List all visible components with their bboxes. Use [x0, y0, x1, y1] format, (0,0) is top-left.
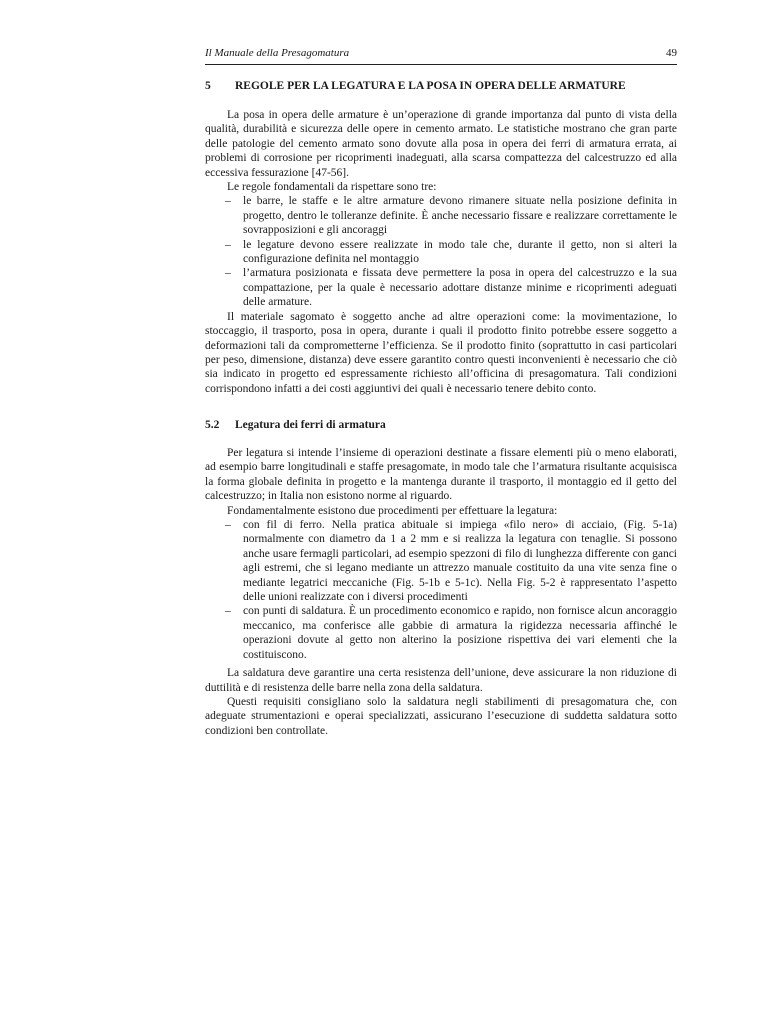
paragraph: Questi requisiti consigliano solo la saldatura negli stabilimenti di presagomatura che, con adeguate strumentazioni e operai specializzati, assicurano l’esecuzione di suddetta saldatura sotto condizioni ben controllate.: [205, 695, 677, 737]
header-rule: [205, 64, 677, 65]
subsection-body: [205, 446, 677, 738]
section-body: [205, 108, 677, 396]
list-item-text: le barre, le staffe e le altre armature devono rimanere situate nella posizione definita in progetto, dentro le tolleranze definite. È anche necessario fissare e realizzare correttamente le sovrapposizioni e gli ancoraggi: [243, 195, 677, 237]
list-item: [205, 518, 677, 604]
section-title: REGOLE PER LA LEGATURA E LA POSA IN OPERA DELLE ARMATURE: [235, 80, 626, 92]
list-item: [205, 194, 677, 237]
paragraph: La saldatura deve garantire una certa resistenza dell’unione, deve assicurare la non riduzione di duttilità e di resistenza delle barre nella zona della saldatura.: [205, 667, 677, 694]
list-item: [205, 266, 677, 309]
running-title: Il Manuale della Presagomatura: [205, 47, 350, 59]
paragraph: Le regole fondamentali da rispettare sono tre:: [227, 181, 437, 194]
list-item: [205, 238, 677, 267]
dash-bullet-icon: –: [225, 605, 231, 618]
dash-bullet-icon: –: [225, 519, 231, 532]
dash-bullet-icon: –: [225, 238, 231, 251]
list-item-text: con fil di ferro. Nella pratica abituale si impiega «filo nero» di acciaio, (Fig. 5-1a) normalmente con diametro da 1 a 2 mm e si realizza la legatura con tenaglie. Si possono anche usare fermagli particolari, ad esempio spezzoni di filo di lunghezza differente con ganci agli estremi, che si legano mediante un attrezzo manuale costituito da una vite senza fine o mediante legatrici meccaniche (Fig. 5-1b e 5-1c). Nella Fig. 5-2 è rappresentato l’aspetto delle unioni realizzate con i diversi procedimenti: [243, 519, 677, 604]
paragraph: Il materiale sagomato è soggetto anche ad altre operazioni come: la movimentazione, lo stoccaggio, il trasporto, posa in opera, durante i quali il prodotto finito potrebbe essere soggetto a deformazioni tali da comprometterne l’efficienza. Se il prodotto finito (soprattutto in casi particolari per peso, dimensione, distanza) deve essere garantito contro questi inconvenienti è necessario che ciò sia indicato in progetto ed espressamente richiesto all’officina di presagomatura. Tali condizioni corrispondono infatti a dei costi aggiuntivi dei quali è necessario tenere debito conto.: [205, 310, 677, 395]
page-number: 49: [666, 47, 677, 59]
paragraph: Per legatura si intende l’insieme di operazioni destinate a fissare elementi più o meno elaborati, ad esempio barre longitudinali e staffe presagomate, in modo tale che l’armatura risultante acquisisca la forma globale definita in progetto e la mantenga durante il trasporto, il montaggio ed il getto del calcestruzzo; in Italia non esistono norme al riguardo.: [205, 447, 677, 503]
paragraph: La posa in opera delle armature è un’operazione di grande importanza dal punto di vista della qualità, durabilità e sicurezza delle opere in cemento armato. Le statistiche mostrano che gran parte delle patologie del cemento armato sono dovute alla posa in opera dei ferri di armatura errata, ai problemi di corrosione per ricoprimenti inadeguati, alla scarsa compattezza del calcestruzzo ed alla eccessiva fessurazione [47-56].: [205, 109, 677, 179]
paragraph: Fondamentalmente esistono due procedimenti per effettuare la legatura:: [227, 504, 558, 517]
running-header: [205, 46, 677, 64]
list-item-text: con punti di saldatura. È un procedimento economico e rapido, non fornisce alcun ancoraggio meccanico, ma conferisce alle gabbie di armatura la rigidezza necessaria affinché le operazioni dovute al getto non alterino la posizione rispettiva dei vari elementi che la costituiscono.: [243, 605, 677, 661]
subsection-number: 5.2: [205, 419, 220, 431]
list-item: [205, 604, 677, 662]
subsection-title: Legatura dei ferri di armatura: [235, 419, 386, 431]
list-item-text: le legature devono essere realizzate in modo tale che, durante il getto, non si alteri la configurazione definita nel montaggio: [243, 238, 677, 266]
methods-list: [205, 518, 677, 662]
list-item-text: l’armatura posizionata e fissata deve permettere la posa in opera del calcestruzzo e la sua compattazione, per la quale è necessario adottare distanze minime e ricoprimenti adeguati delle armature.: [243, 267, 677, 309]
dash-bullet-icon: –: [225, 267, 231, 280]
section-number: 5: [205, 80, 211, 92]
dash-bullet-icon: –: [225, 195, 231, 208]
rules-list: [205, 194, 677, 309]
